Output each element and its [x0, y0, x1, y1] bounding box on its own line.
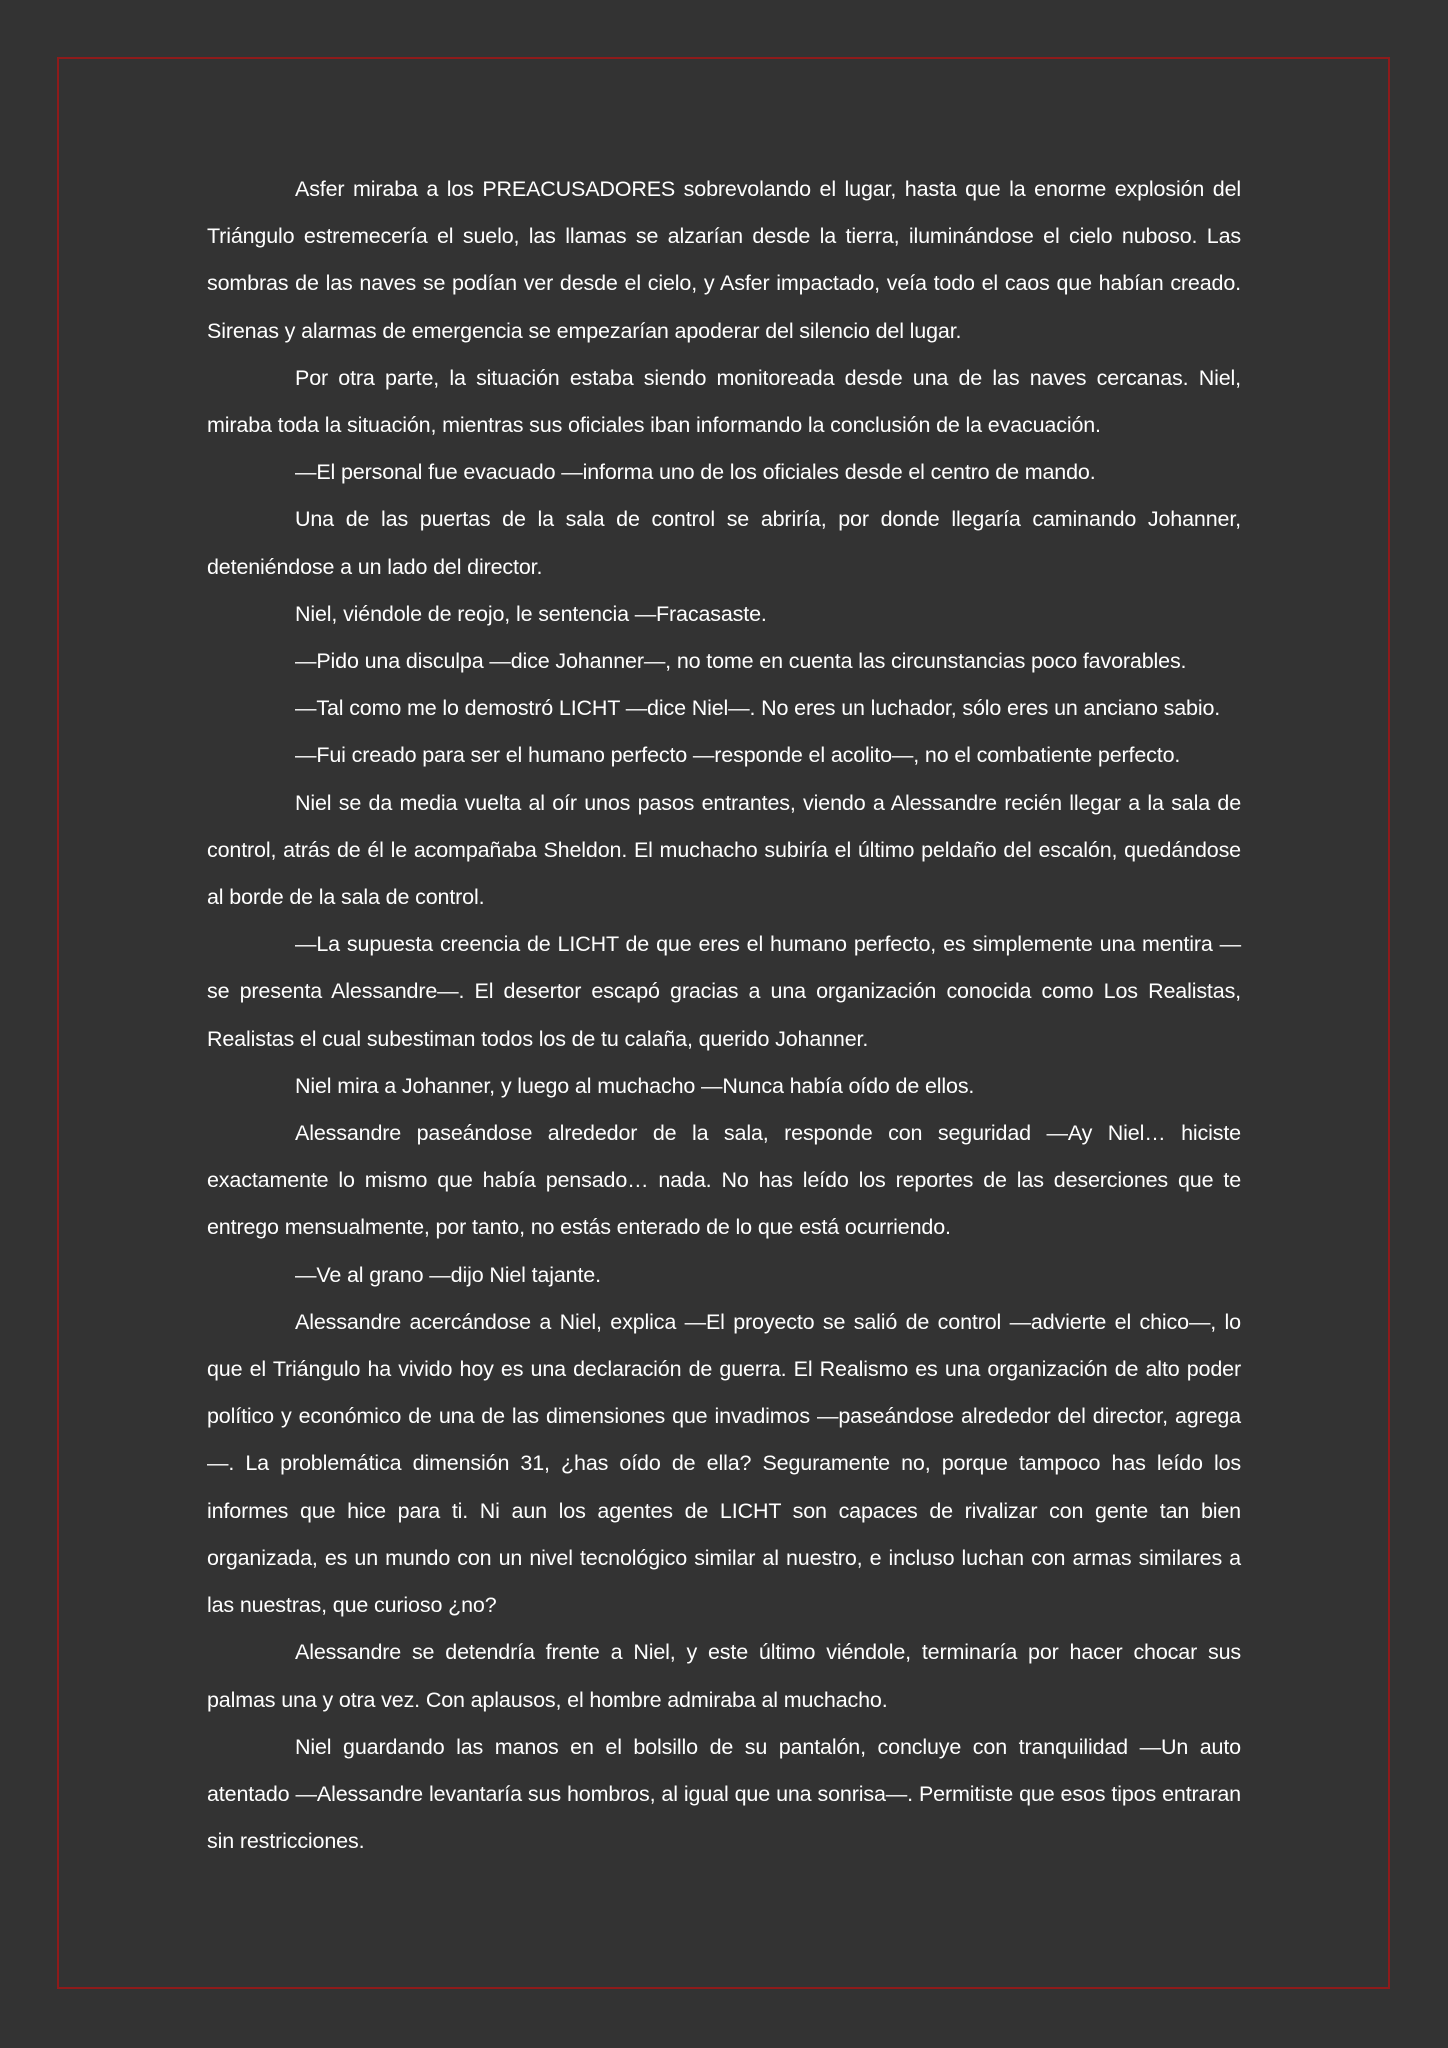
- paragraph: —La supuesta creencia de LICHT de que eres el humano perfecto, es simplemente una mentira —se presenta Alessandre—. El desertor escapó gracias a una organización conocida como Los Realistas, Realistas el cual subestiman todos los de tu calaña, querido Johanner.: [207, 932, 1241, 1051]
- paragraph: Niel, viéndole de reojo, le sentencia —Fracasaste.: [295, 601, 767, 626]
- paragraph: —El personal fue evacuado —informa uno de los oficiales desde el centro de mando.: [295, 460, 1096, 485]
- paragraph: Alessandre se detendría frente a Niel, y este último viéndole, terminaría por hacer chocar sus palmas una y otra vez. Con aplausos, el hombre admiraba al muchacho.: [207, 1640, 1241, 1712]
- paragraph: Alessandre paseándose alrededor de la sala, responde con seguridad —Ay Niel… hiciste exactamente lo mismo que había pensado… nada. No has leído los reportes de las deserciones que te entrego mensualmente, por tanto, no estás enterado de lo que está ocurriendo.: [207, 1121, 1241, 1240]
- paragraph: —Tal como me lo demostró LICHT —dice Niel—. No eres un luchador, sólo eres un anciano sabio.: [295, 696, 1221, 721]
- paragraph: Por otra parte, la situación estaba siendo monitoreada desde una de las naves cercanas. Niel, miraba toda la situación, mientras sus oficiales iban informando la conclusión de la evacuación.: [207, 365, 1241, 438]
- paragraph: —Fui creado para ser el humano perfecto —responde el acolito—, no el combatiente perfecto.: [295, 743, 1181, 768]
- text-body: [207, 166, 1241, 1865]
- paragraph: Niel se da media vuelta al oír unos pasos entrantes, viendo a Alessandre recién llegar a la sala de control, atrás de él le acompañaba Sheldon. El muchacho subiría el último peldaño del escalón, quedándose al borde de la sala de control.: [207, 790, 1241, 910]
- paragraph: Niel mira a Johanner, y luego al muchacho —Nunca había oído de ellos.: [295, 1073, 975, 1098]
- paragraph: —Pido una disculpa —dice Johanner—, no tome en cuenta las circunstancias poco favorables.: [295, 649, 1187, 674]
- paragraph: —Ve al grano —dijo Niel tajante.: [295, 1262, 601, 1287]
- paragraph: Alessandre acercándose a Niel, explica —El proyecto se salió de control —advierte el chico—, lo que el Triángulo ha vivido hoy es una declaración de guerra. El Realismo es una organización de alto poder político y económico de una de las dimensiones que invadimos —paseándose alrededor del director, agrega—. La problemática dimensión 31, ¿has oído de ella? Seguramente no, porque tampoco has leído los informes que hice para ti. Ni aun los agentes de LICHT son capaces de rivalizar con gente tan bien organizada, es un mundo con un nivel tecnológico similar al nuestro, e incluso luchan con armas similares a las nuestras, que curioso ¿no?: [207, 1309, 1241, 1618]
- paragraph: Una de las puertas de la sala de control se abriría, por donde llegaría caminando Johanner, deteniéndose a un lado del director.: [207, 507, 1241, 579]
- paragraph: Asfer miraba a los PREACUSADORES sobrevolando el lugar, hasta que la enorme explosión del Triángulo estremecería el suelo, las llamas se alzarían desde la tierra, iluminándose el cielo nuboso. Las sombras de las naves se podían ver desde el cielo, y Asfer impactado, veía todo el caos que habían creado. Sirenas y alarmas de emergencia se empezarían apoderar del silencio del lugar.: [207, 177, 1241, 343]
- paragraph: Niel guardando las manos en el bolsillo de su pantalón, concluye con tranquilidad —Un auto atentado —Alessandre levantaría sus hombros, al igual que una sonrisa—. Permitiste que esos tipos entraran sin restricciones.: [207, 1734, 1241, 1854]
